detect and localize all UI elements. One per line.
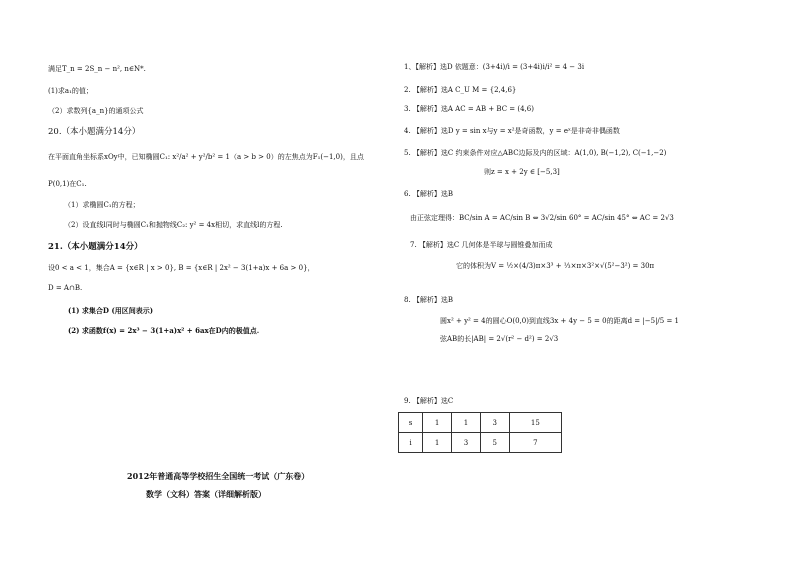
question-19-part-1: (1)求a₁的值； <box>48 87 93 95</box>
table-cell: 7 <box>509 433 561 453</box>
table-cell: s <box>399 413 423 433</box>
question-19-part-2: （2）求数列{a_n}的通项公式 <box>48 107 144 115</box>
table-cell: 1 <box>423 413 452 433</box>
table-cell: 3 <box>480 413 509 433</box>
question-20-heading: 20.（本小题满分14分） <box>48 127 141 137</box>
table-cell: 5 <box>480 433 509 453</box>
table-cell: 1 <box>423 433 452 453</box>
answer-9: 9. 【解析】选C <box>404 397 454 405</box>
table-cell: 1 <box>452 413 481 433</box>
loop-table <box>398 412 562 453</box>
answer-2: 2. 【解析】选A C_U M = {2,4,6} <box>404 86 517 94</box>
answer-3: 3. 【解析】选A AC = AB + BC = (4,6) <box>404 105 534 113</box>
condition-line: 满足T_n = 2S_n − n², n∈N*. <box>48 65 146 73</box>
answer-7: 7. 【解析】选C 几何体是半球与圆锥叠加而成 <box>410 241 553 249</box>
question-21-stem-cont: D = A∩B. <box>48 284 83 292</box>
table-row <box>399 413 562 433</box>
question-20-stem-cont: P(0,1)在C₁. <box>48 180 87 188</box>
table-cell: 15 <box>509 413 561 433</box>
document-subtitle: 数学（文科）答案（详细解析版） <box>146 489 266 499</box>
answer-7-working: 它的体积为V = ½×(4/3)π×3³ + ⅓×π×3²×√(5²−3²) = 30π <box>456 262 655 270</box>
question-21-heading: 21.（本小题满分14分） <box>48 242 143 252</box>
question-20-part-2: （2）设直线l同时与椭圆C₁和抛物线C₂: y² = 4x相切，求直线l的方程. <box>64 221 283 229</box>
answer-8-chord: 弦AB的长|AB| = 2√(r² − d²) = 2√3 <box>440 335 559 343</box>
table-row <box>399 433 562 453</box>
answer-6-working: 由正弦定理得：BC/sin A = AC/sin B ⇔ 3√2/sin 60° = AC/sin 45° ⇔ AC = 2√3 <box>410 214 674 222</box>
question-20-part-1: （1）求椭圆C₁的方程； <box>64 201 140 209</box>
question-21-part-1: (1) 求集合D (用区间表示) <box>68 306 154 315</box>
answer-6: 6. 【解析】选B <box>404 190 454 198</box>
answer-1: 1、【解析】选D 依题意：(3+4i)/i = (3+4i)i/i² = 4 − 3i <box>404 63 585 71</box>
answer-8: 8. 【解析】选B <box>404 296 454 304</box>
answer-5-result: 则z = x + 2y ∈ [−5,3] <box>484 168 560 176</box>
table-cell: 3 <box>452 433 481 453</box>
answer-5: 5. 【解析】选C 约束条件对应△ABC边际及内的区域：A(1,0), B(−1,2), C(−1,−2) <box>404 149 667 157</box>
answer-4: 4. 【解析】选D y = sin x与y = x²是奇函数，y = eˣ是非奇非偶函数 <box>404 127 620 135</box>
question-21-stem: 设0 < a < 1，集合A = {x∈R | x > 0}, B = {x∈R | 2x² − 3(1+a)x + 6a > 0}， <box>48 264 315 272</box>
question-21-part-2: (2) 求函数f(x) = 2x³ − 3(1+a)x² + 6ax在D内的极值点. <box>68 326 260 335</box>
table-cell: i <box>399 433 423 453</box>
answer-8-working: 圆x² + y² = 4的圆心O(0,0)到直线3x + 4y − 5 = 0的距离d = |−5|/5 = 1 <box>440 317 680 325</box>
question-20-stem: 在平面直角坐标系xOy中，已知椭圆C₁: x²/a² + y²/b² = 1（a > b > 0）的左焦点为F₁(−1,0)，且点 <box>48 153 364 161</box>
document-title: 2012年普通高等学校招生全国统一考试（广东卷） <box>127 471 310 481</box>
